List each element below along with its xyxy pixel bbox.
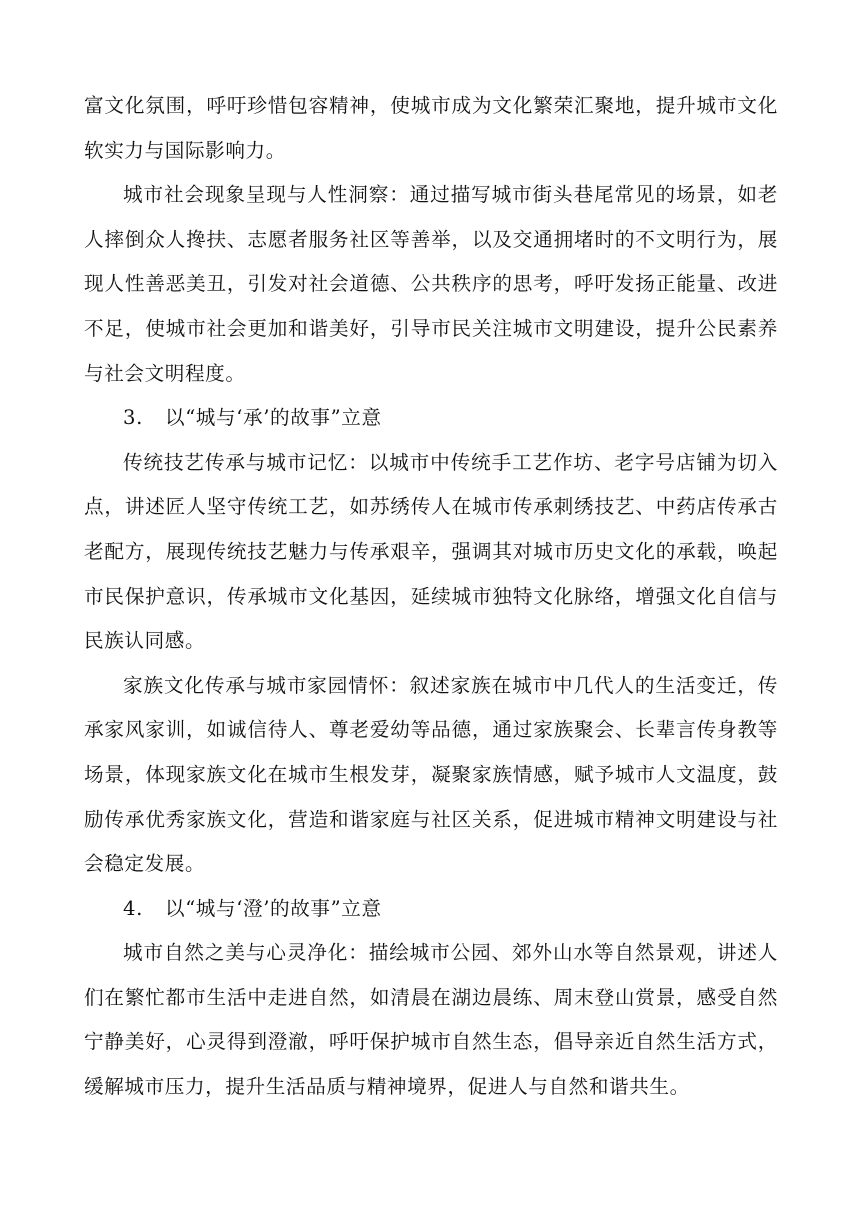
document-body xyxy=(84,84,778,1110)
section-title: 以“城与‘承’的故事”立意 xyxy=(165,406,382,430)
paragraph-continuation: 富文化氛围，呼吁珍惜包容精神，使城市成为文化繁荣汇聚地，提升城市文化软实力与国际影响力。 xyxy=(84,94,778,162)
paragraph-social-phenomena: 城市社会现象呈现与人性洞察：通过描写城市街头巷尾常见的场景，如老人摔倒众人搀扶、志愿者服务社区等善举，以及交通拥堵时的不文明行为，展现人性善恶美丑，引发对社会道德、公共秩序的思考，呼吁发扬正能量、改进不足，使城市社会更加和谐美好，引导市民关注城市文明建设，提升公民素养与社会文明程度。 xyxy=(84,183,778,385)
section-title: 以“城与‘澄’的故事”立意 xyxy=(165,896,382,920)
paragraph-family-culture: 家族文化传承与城市家园情怀：叙述家族在城市中几代人的生活变迁，传承家风家训，如诚信待人、尊老爱幼等品德，通过家族聚会、长辈言传身教等场景，体现家族文化在城市生根发芽，凝聚家族情感，赋予城市人文温度，鼓励传承优秀家族文化，营造和谐家庭与社区关系，促进城市精神文明建设与社会稳定发展。 xyxy=(84,673,778,876)
paragraph-natural-beauty: 城市自然之美与心灵净化：描绘城市公园、郊外山水等自然景观，讲述人们在繁忙都市生活中走进自然，如清晨在湖边晨练、周末登山赏景，感受自然宁静美好，心灵得到澄澈，呼吁保护城市自然生态，倡导亲近自然生活方式，缓解城市压力，提升生活品质与精神境界，促进人与自然和谐共生。 xyxy=(84,941,778,1099)
section-number: 3. xyxy=(123,406,143,430)
paragraph-traditional-crafts: 传统技艺传承与城市记忆：以城市中传统手工艺作坊、老字号店铺为切入点，讲述匠人坚守传统工艺，如苏绣传人在城市传承刺绣技艺、中药店传承古老配方，展现传统技艺魅力与传承艰辛，强调其对城市历史文化的承载，唤起市民保护意识，传承城市文化基因，延续城市独特文化脉络，增强文化自信与民族认同感。 xyxy=(84,450,778,653)
section-heading-3 xyxy=(84,396,778,441)
section-heading-4 xyxy=(84,887,778,932)
section-number: 4. xyxy=(123,896,143,920)
